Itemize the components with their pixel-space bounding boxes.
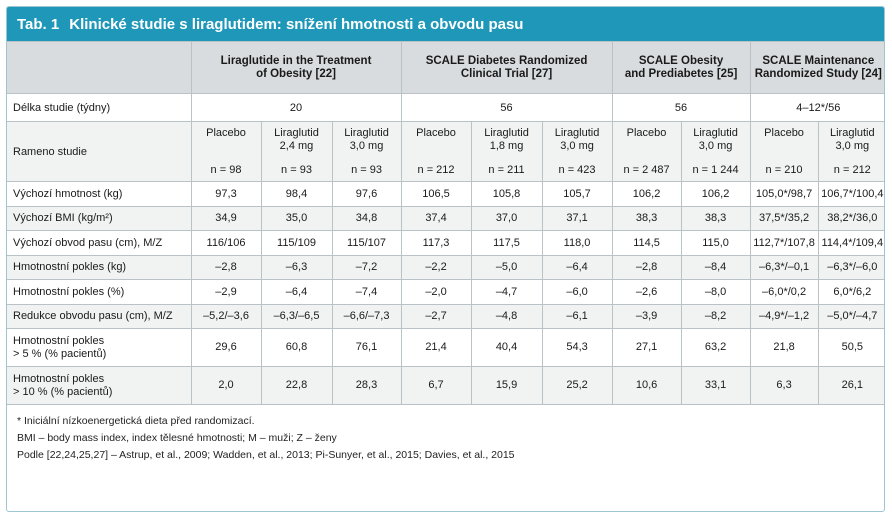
table-cell: 114,4*/109,4 [818, 231, 885, 256]
table-cell: 98,4 [261, 182, 332, 207]
arm-cell [401, 122, 471, 182]
table-cell: 106,2 [681, 182, 750, 207]
row-label: Výchozí hmotnost (kg) [7, 182, 191, 207]
row-label: Hmotnostní pokles (kg) [7, 255, 191, 280]
table-cell: 37,0 [471, 206, 542, 231]
table-cell: –2,8 [191, 255, 261, 280]
table-cell: 2,0 [191, 367, 261, 405]
arm-name: Liraglutid [344, 127, 389, 139]
arm-name: Liraglutid [829, 127, 875, 139]
arm-cell [681, 122, 750, 182]
table-cell: –7,2 [332, 255, 401, 280]
table-cell: 33,1 [681, 367, 750, 405]
arm-n: n = 210 [765, 164, 803, 176]
table-cell: –6,4 [542, 255, 612, 280]
arm-cell [818, 122, 885, 182]
table-row [7, 280, 885, 305]
table-cell: –4,8 [471, 304, 542, 329]
table-cell: –6,0 [542, 280, 612, 305]
arm-n: n = 211 [488, 164, 525, 176]
table-cell: –6,3 [261, 255, 332, 280]
header-empty-cell [7, 42, 191, 94]
table-cell: 25,2 [542, 367, 612, 405]
table-title: Klinické studie s liraglutidem: snížení hmotnosti a obvodu pasu [69, 15, 524, 33]
arm-n: n = 212 [833, 164, 871, 176]
table-cell: –6,0*/0,2 [750, 280, 818, 305]
row-label: Hmotnostní pokles (%) [7, 280, 191, 305]
table-cell: 117,3 [401, 231, 471, 256]
table-cell: 34,9 [191, 206, 261, 231]
table-cell: 105,0*/98,7 [750, 182, 818, 207]
arm-cell [261, 122, 332, 182]
row-label: Redukce obvodu pasu (cm), M/Z [7, 304, 191, 329]
arm-dose: 2,4 mg [279, 140, 314, 152]
table-cell: 112,7*/107,8 [750, 231, 818, 256]
table-cell: 106,2 [612, 182, 681, 207]
arm-name: Liraglutid [484, 127, 529, 139]
table-cell: –8,0 [681, 280, 750, 305]
abbreviations-note: BMI – body mass index, index tělesné hmotnosti; M – muži; Z – ženy [17, 432, 337, 444]
table-cell: 118,0 [542, 231, 612, 256]
table-row [7, 231, 885, 256]
table-cell: –6,3/–6,5 [261, 304, 332, 329]
row-label: Hmotnostní pokles > 5 % (% pacientů) [7, 329, 191, 367]
row-label: Hmotnostní pokles > 10 % (% pacientů) [7, 367, 191, 405]
arm-cell [750, 122, 818, 182]
arm-n: n = 212 [417, 164, 455, 176]
table-cell: –2,0 [401, 280, 471, 305]
arm-dose: 3,0 mg [835, 140, 870, 152]
table-cell: –8,2 [681, 304, 750, 329]
study-header: SCALE Diabetes Randomized Clinical Trial [27] [401, 42, 612, 94]
table-cell: 21,4 [401, 329, 471, 367]
table-cell: 35,0 [261, 206, 332, 231]
table-cell: 105,7 [542, 182, 612, 207]
arm-cell [471, 122, 542, 182]
table-row [7, 367, 885, 405]
table-cell: 22,8 [261, 367, 332, 405]
study-header: SCALE Obesity and Prediabetes [25] [612, 42, 750, 94]
table-cell: 115,0 [681, 231, 750, 256]
table-cell: 6,3 [750, 367, 818, 405]
table-frame [6, 6, 885, 512]
table-row [7, 255, 885, 280]
arm-name: Placebo [764, 127, 804, 139]
table-row [7, 304, 885, 329]
footnote: * Iniciální nízkoenergetická dieta před randomizací. [17, 415, 255, 427]
table-cell: –7,4 [332, 280, 401, 305]
arm-name: Liraglutid [693, 127, 738, 139]
table-cell: 54,3 [542, 329, 612, 367]
table-cell: 6,0*/6,2 [818, 280, 885, 305]
duration-cell: 56 [401, 94, 612, 122]
source-note: Podle [22,24,25,27] – Astrup, et al., 2009; Wadden, et al., 2013; Pi-Sunyer, et al., 2015; Davies, et al., 2015 [17, 449, 515, 461]
table-cell: –2,9 [191, 280, 261, 305]
table-cell: –3,9 [612, 304, 681, 329]
table-cell: –2,8 [612, 255, 681, 280]
row-label: Rameno studie [7, 122, 191, 182]
duration-cell: 4–12*/56 [750, 94, 885, 122]
arm-n: n = 2 487 [623, 164, 670, 176]
table-cell: 37,1 [542, 206, 612, 231]
table-cell: 38,2*/36,0 [818, 206, 885, 231]
table-cell: –6,1 [542, 304, 612, 329]
study-header: SCALE Maintenance Randomized Study [24] [750, 42, 885, 94]
table-cell: 6,7 [401, 367, 471, 405]
table-notes [7, 405, 884, 464]
table-cell: 15,9 [471, 367, 542, 405]
arm-cell [332, 122, 401, 182]
table-cell: 106,7*/100,4 [818, 182, 885, 207]
arms-row [7, 122, 885, 182]
arm-dose: 3,0 mg [698, 140, 733, 152]
arm-name: Placebo [626, 127, 667, 139]
arm-dose: 3,0 mg [349, 140, 384, 152]
row-label: Výchozí obvod pasu (cm), M/Z [7, 231, 191, 256]
table-number: Tab. 1 [17, 15, 60, 33]
duration-cell: 20 [191, 94, 401, 122]
arm-name: Placebo [416, 127, 456, 139]
arm-name: Placebo [206, 127, 246, 139]
arm-cell [191, 122, 261, 182]
table-title-bar [7, 7, 884, 41]
table-cell: 38,3 [681, 206, 750, 231]
table-row [7, 329, 885, 367]
study-header: Liraglutide in the Treatment of Obesity [22] [191, 42, 401, 94]
arm-cell [542, 122, 612, 182]
table-cell: –4,9*/–1,2 [750, 304, 818, 329]
arm-n: n = 1 244 [692, 164, 739, 176]
table-cell: –8,4 [681, 255, 750, 280]
table-cell: –6,6/–7,3 [332, 304, 401, 329]
arm-name: Liraglutid [274, 127, 319, 139]
arm-name: Liraglutid [554, 127, 600, 139]
table-cell: 21,8 [750, 329, 818, 367]
duration-row [7, 94, 885, 122]
table-cell: 60,8 [261, 329, 332, 367]
table-cell: –2,7 [401, 304, 471, 329]
arm-n: n = 423 [558, 164, 596, 176]
row-label: Výchozí BMI (kg/m²) [7, 206, 191, 231]
table-cell: 28,3 [332, 367, 401, 405]
table-cell: –6,4 [261, 280, 332, 305]
row-label: Délka studie (týdny) [7, 94, 191, 122]
table-cell: 50,5 [818, 329, 885, 367]
header-row [7, 42, 885, 94]
arm-n: n = 98 [210, 164, 242, 176]
table-cell: 37,5*/35,2 [750, 206, 818, 231]
duration-cell: 56 [612, 94, 750, 122]
arm-n: n = 93 [281, 164, 312, 176]
arm-n: n = 93 [351, 164, 382, 176]
table-cell: –6,3*/–6,0 [818, 255, 885, 280]
table-cell: 76,1 [332, 329, 401, 367]
table-cell: 29,6 [191, 329, 261, 367]
arm-cell [612, 122, 681, 182]
table-cell: 105,8 [471, 182, 542, 207]
table-cell: 97,6 [332, 182, 401, 207]
table-cell: –5,0 [471, 255, 542, 280]
table-cell: –6,3*/–0,1 [750, 255, 818, 280]
table-cell: 115/109 [261, 231, 332, 256]
table-cell: 117,5 [471, 231, 542, 256]
table-cell: 106,5 [401, 182, 471, 207]
table-cell: 116/106 [191, 231, 261, 256]
table-cell: 63,2 [681, 329, 750, 367]
table-cell: 27,1 [612, 329, 681, 367]
table-cell: 34,8 [332, 206, 401, 231]
table-cell: 115/107 [332, 231, 401, 256]
table-cell: –2,2 [401, 255, 471, 280]
table-cell: 38,3 [612, 206, 681, 231]
table-cell: –2,6 [612, 280, 681, 305]
table-cell: –5,0*/–4,7 [818, 304, 885, 329]
table-cell: –5,2/–3,6 [191, 304, 261, 329]
table-cell: 114,5 [612, 231, 681, 256]
arm-dose: 1,8 mg [489, 140, 524, 152]
table-cell: –4,7 [471, 280, 542, 305]
table-cell: 37,4 [401, 206, 471, 231]
table-cell: 26,1 [818, 367, 885, 405]
table-cell: 97,3 [191, 182, 261, 207]
arm-dose: 3,0 mg [560, 140, 594, 152]
table-cell: 40,4 [471, 329, 542, 367]
table-row [7, 182, 885, 207]
table-row [7, 206, 885, 231]
study-table [7, 41, 885, 405]
table-cell: 10,6 [612, 367, 681, 405]
